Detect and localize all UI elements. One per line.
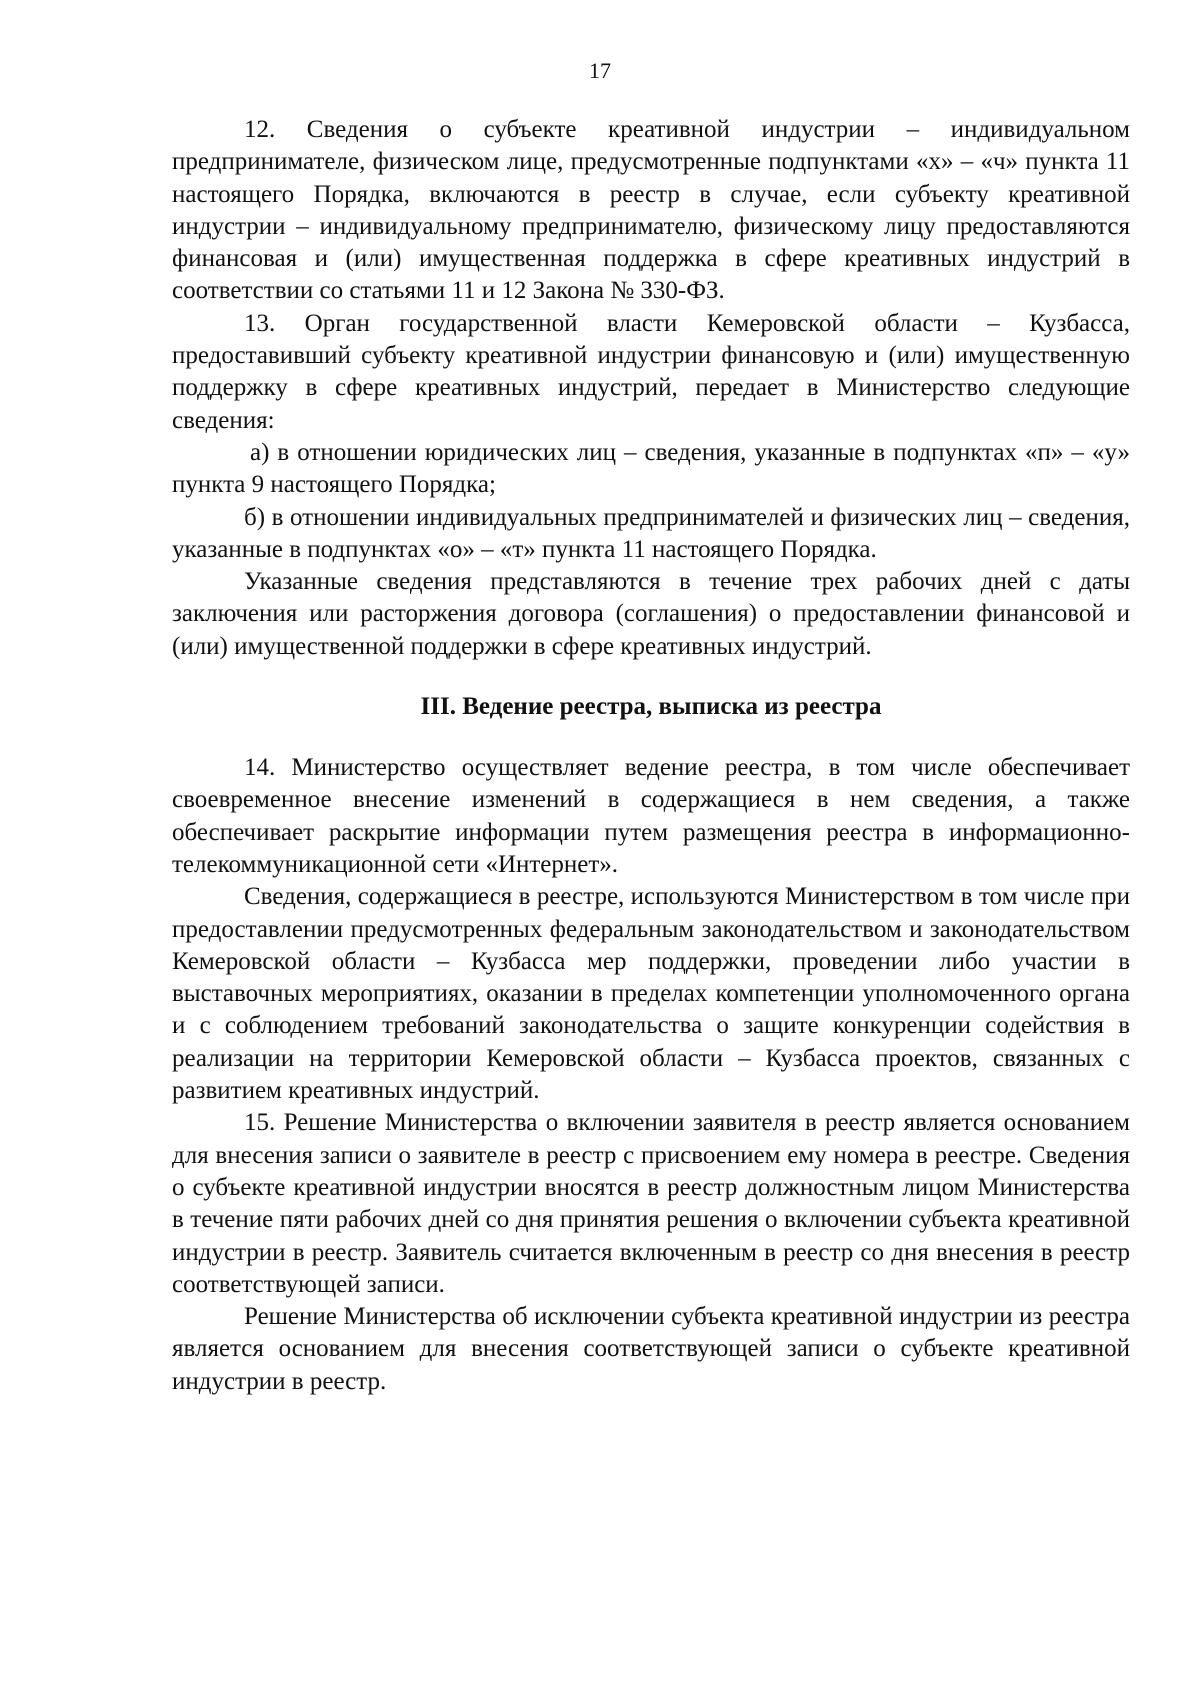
paragraph-deadline-note: Указанные сведения представляются в течение трех рабочих дней с даты заключения или расторжения договора (соглашения) о предоставлении финансовой и (или) имущественной поддержки в сфере креативных индустрий. (172, 568, 1130, 660)
paragraph-subitem-a: а) в отношении юридических лиц – сведения, указанные в подпунктах «п» – «у» пункта 9 настоящего Порядка; (172, 438, 1130, 499)
paragraph-registry-usage: Сведения, содержащиеся в реестре, используются Министерством в том числе при предоставлении предусмотренных федеральным законодательством и законодательством Кемеровской области – Кузбасса мер поддержки, проведении либо участии в выставочных мероприятиях, оказании в пределах компетенции уполномоченного органа и с соблюдением требований законодательства о защите конкуренции содействия в реализации на территории Кемеровской области – Кузбасса проектов, связанных с развитием креативных индустрий. (172, 883, 1130, 1105)
section-heading: III. Ведение реестра, выписка из реестра (420, 693, 882, 721)
paragraph-item-13: 13. Орган государственной власти Кемеровской области – Кузбасса, предоставивший субъекту креативной индустрии финансовую и (или) имущественную поддержку в сфере креативных индустрий, передает в Министерство следующие сведения: (172, 309, 1130, 434)
paragraph-item-12: 12. Сведения о субъекте креативной индустрии – индивидуальном предпринимателе, физическом лице, предусмотренные подпунктами «х» – «ч» пункта 11 настоящего Порядка, включаются в реестр в случае, если субъекту креативной индустрии – индивидуальному предпринимателю, физическому лицу предоставляются финансовая и (или) имущественная поддержка в сфере креативных индустрий в соответствии со статьями 11 и 12 Закона № 330-ФЗ. (172, 116, 1130, 305)
page-number: 17 (589, 58, 611, 83)
paragraph-item-14: 14. Министерство осуществляет ведение реестра, в том числе обеспечивает своевременное внесение изменений в содержащиеся в нем сведения, а также обеспечивает раскрытие информации путем размещения реестра в информационно-телекоммуникационной сети «Интернет». (172, 754, 1130, 878)
paragraph-item-15: 15. Решение Министерства о включении заявителя в реестр является основанием для внесения записи о заявителе в реестр с присвоением ему номера в реестре. Сведения о субъекте креативной индустрии вносятся в реестр должностным лицом Министерства в течение пяти рабочих дней со дня принятия решения о включении субъекта креативной индустрии в реестр. Заявитель считается включенным в реестр со дня внесения в реестр соответствующей записи. (172, 1109, 1130, 1298)
paragraph-exclusion-decision: Решение Министерства об исключении субъекта креативной индустрии из реестра является основанием для внесения соответствующей записи о субъекте креативной индустрии в реестр. (172, 1303, 1130, 1395)
document-body (172, 114, 1130, 1398)
paragraph-subitem-b: б) в отношении индивидуальных предпринимателей и физических лиц – сведения, указанные в подпунктах «о» – «т» пункта 11 настоящего Порядка. (172, 503, 1130, 563)
